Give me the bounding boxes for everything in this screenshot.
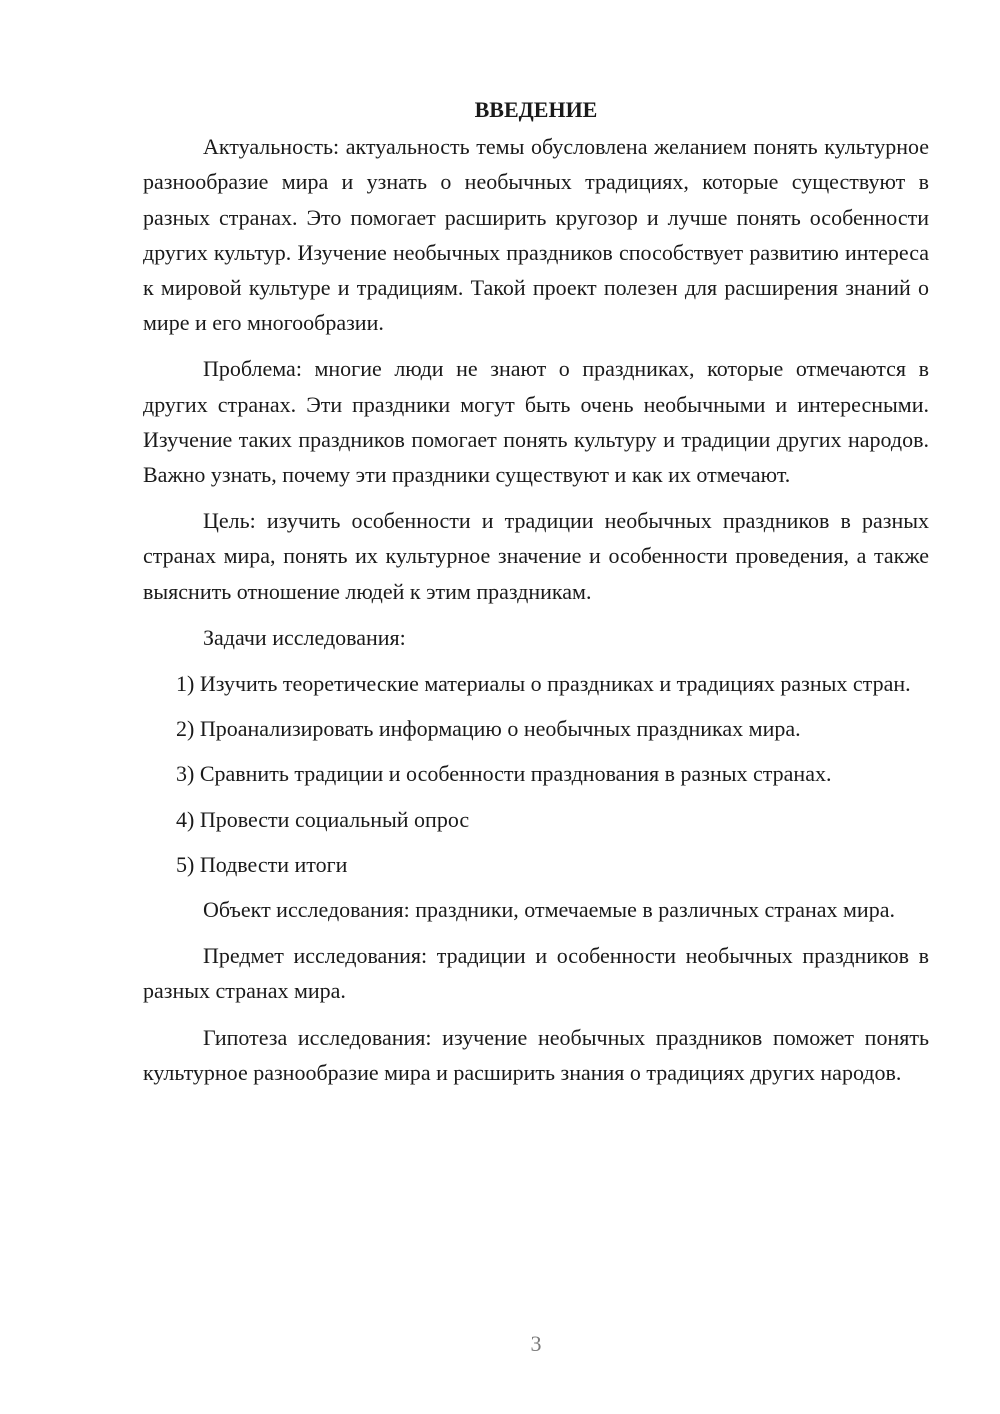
page-body [143,92,929,1101]
problem-paragraph: Проблема: многие люди не знают о праздниках, которые отмечаются в других странах. Эти праздники могут быть очень необычными и интересными. Изучение таких праздников помогает понять культуру и традиции других народов. Важно узнать, почему эти праздники существуют и как их отмечают. [143,356,929,488]
task-item-4: 4) Провести социальный опрос [176,806,470,832]
hypothesis-paragraph: Гипотеза исследования: изучение необычных праздников поможет понять культурное разнообразие мира и расширить знания о традициях других народов. [143,1024,929,1085]
section-heading: ВВЕДЕНИЕ [474,97,598,122]
tasks-heading: Задачи исследования: [203,624,406,650]
task-item-5: 5) Подвести итоги [176,851,348,877]
task-item-3: 3) Сравнить традиции и особенности празднования в разных странах. [176,761,832,787]
goal-paragraph: Цель: изучить особенности и традиции необычных праздников в разных странах мира, понять их культурное значение и особенности проведения, а также выяснить отношение людей к этим праздникам. [143,508,929,604]
task-item-2: 2) Проанализировать информацию о необычных праздниках мира. [176,716,801,742]
task-item-1: 1) Изучить теоретические материалы о праздниках и традициях разных стран. [176,671,911,697]
relevance-paragraph: Актуальность: актуальность темы обусловлена желанием понять культурное разнообразие мира и узнать о необычных традициях, которые существуют в разных странах. Это помогает расширить кругозор и лучше понять особенности других культур. Изучение необычных праздников способствует развитию интереса к мировой культуре и традициям. Такой проект полезен для расширения знаний о мире и его многообразии. [143,134,929,336]
object-paragraph: Объект исследования: праздники, отмечаемые в различных странах мира. [203,897,895,923]
page-number: 3 [530,1331,542,1356]
subject-paragraph: Предмет исследования: традиции и особенности необычных праздников в разных странах мира. [143,943,929,1004]
